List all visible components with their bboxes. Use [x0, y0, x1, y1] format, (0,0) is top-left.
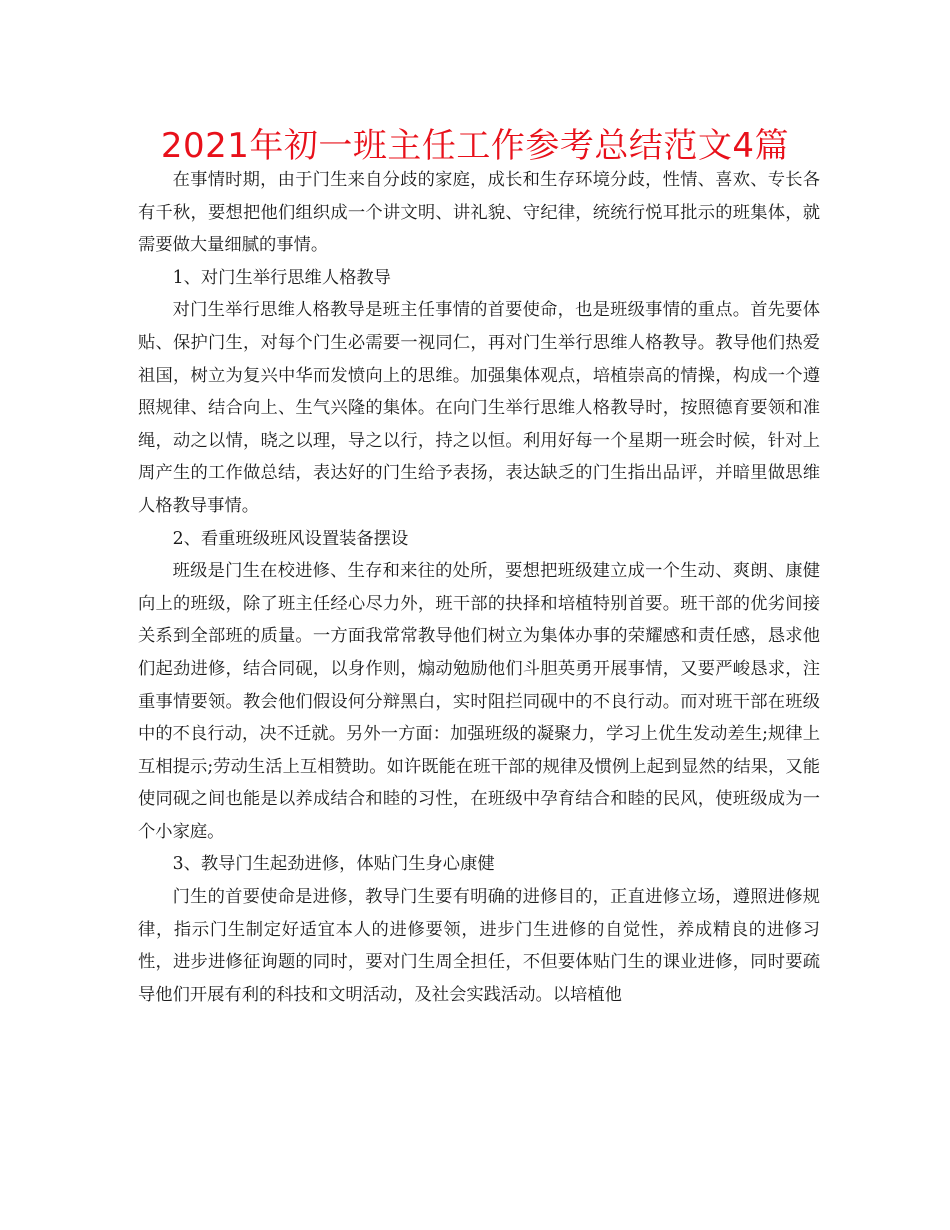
section-heading-3: 3、教导门生起劲进修，体贴门生身心康健 — [172, 854, 495, 875]
document-title: 2021年初一班主任工作参考总结范文4篇 — [160, 126, 790, 166]
paragraph-section-1: 对门生举行思维人格教导是班主任事情的首要使命，也是班级事情的重点。首先要体贴、保护门生，对每个门生必需要一视同仁，再对门生举行思维人格教导。教导他们热爱祖国，树立为复兴中华而发愤向上的思维。加强集体观点，培植崇高的情操，构成一个遵照规律、结合向上、生气兴隆的集体。在向门生举行思维人格教导时，按照德育要领和准绳，动之以情，晓之以理，导之以行，持之以恒。利用好每一个星期一班会时候，针对上周产生的工作做总结，表达好的门生给予表扬，表达缺乏的门生指出品评，并暗里做思维人格教导事情。 — [138, 300, 820, 516]
section-heading-1: 1、对门生举行思维人格教导 — [172, 267, 391, 288]
paragraph-intro: 在事情时期，由于门生来自分歧的家庭，成长和生存环境分歧，性情、喜欢、专长各有千秋，要想把他们组织成一个讲文明、讲礼貌、守纪律，统统行悦耳批示的班集体，就需要做大量细腻的事情。 — [138, 170, 820, 256]
paragraph-section-3: 门生的首要使命是进修，教导门生要有明确的进修目的，正直进修立场，遵照进修规律，指示门生制定好适宜本人的进修要领，进步门生进修的自觉性，养成精良的进修习性，进步进修征询题的同时，要对门生周全担任，不但要体贴门生的课业进修，同时要疏导他们开展有利的科技和文明活动，及社会实践活动。以培植他 — [138, 887, 820, 1005]
paragraph-section-2: 班级是门生在校进修、生存和来往的处所，要想把班级建立成一个生动、爽朗、康健向上的班级，除了班主任经心尽力外，班干部的抉择和培植特别首要。班干部的优劣间接关系到全部班的质量。一方面我常常教导他们树立为集体办事的荣耀感和责任感，恳求他们起劲进修，结合同砚，以身作则，煽动勉励他们斗胆英勇开展事情，又要严峻恳求，注重事情要领。教会他们假设何分辩黑白，实时阻拦同砚中的不良行动。而对班干部在班级中的不良行动，决不迁就。另外一方面：加强班级的凝聚力，学习上优生发动差生;规律上互相提示;劳动生活上互相赞助。如许既能在班干部的规律及惯例上起到显然的结果，又能使同砚之间也能是以养成结合和睦的习性，在班级中孕育结合和睦的民风，使班级成为一个小家庭。 — [138, 561, 820, 842]
document-body — [138, 164, 820, 1011]
section-heading-2: 2、看重班级班风设置装备摆设 — [172, 528, 409, 549]
